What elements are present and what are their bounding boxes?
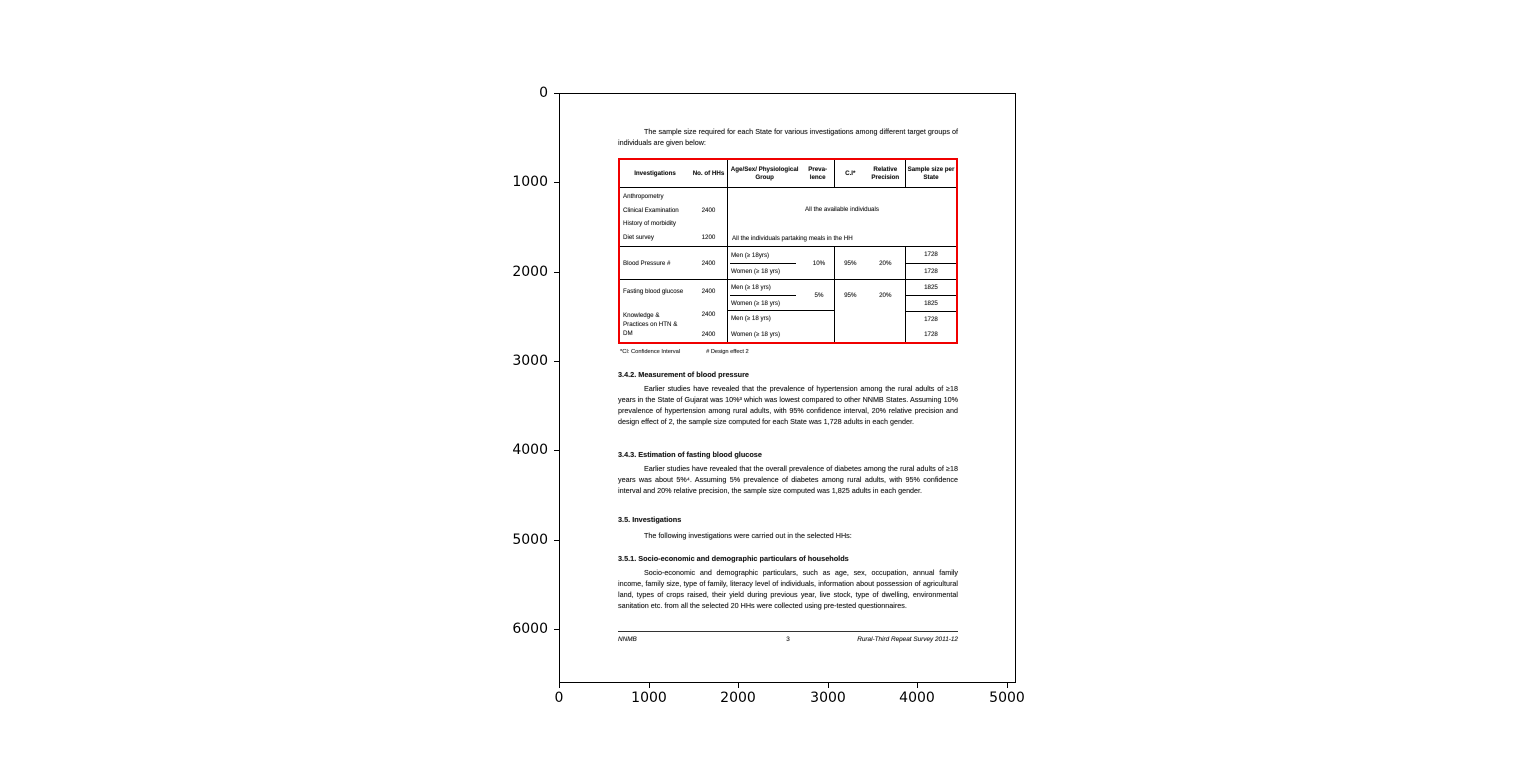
section-body-3-5-1: Socio-economic and demographic particulars, such as age, sex, occupation, annual family income, family size, type of family, literacy level of individuals, information about possession of agricultural land, types of crops raised, their yield during previous year, live stock, type of dwelling, environmental sanitation etc. from all the selected 20 HHs were collected using pre-tested questionnaires. [618,568,958,610]
y-tick-label: 6000 [512,621,548,637]
table-section-glucose-knowledge [620,280,956,342]
section-heading-3-4-2: 3.4.2. Measurement of blood pressure [618,370,749,379]
precision-value: 20% [879,259,892,267]
footer-page-number: 3 [786,636,790,643]
group-men: Men (≥ 18yrs) [731,251,770,259]
table-header-row [620,160,956,188]
x-tick-label: 1000 [631,690,667,706]
section-body-3-4-2: Earlier studies have revealed that the prevalence of hypertension among the rural adults of ≥18 years in the State of Gujarat was 10%³ which was lowest compared to other NNMB States. Assuming 10% prevalence of hypertension among rural adults, with 95% confidence interval, 20% relative precision and design effect of 2, the sample size computed for each State was 1,728 adults in each gender. [618,384,958,426]
hhs-value [690,193,727,200]
header-no-of-hhs: No. of HHs [692,169,725,177]
header-sample-size: Sample size per State [907,166,955,181]
x-tick-label: 5000 [989,690,1025,706]
y-tick-label: 4000 [512,442,548,458]
group-men: Men (≥ 18 yrs) [731,284,771,292]
document-page [618,94,958,684]
x-tick-mark [559,683,560,688]
sample-size-value: 1728 [924,267,938,275]
y-tick-label: 5000 [512,532,548,548]
x-tick-label: 0 [554,690,564,706]
prevalence-value: 5% [814,291,824,299]
table-divider [730,263,796,264]
hhs-value: 1200 [701,233,716,241]
footer-survey-title: Rural-Third Repeat Survey 2011-12 [857,636,958,643]
sample-size-value: 1728 [906,247,956,264]
section-heading-3-4-3: 3.4.3. Estimation of fasting blood glucose [618,450,762,459]
table-row [620,207,727,214]
merged-cell-all-individuals: All the available individuals [805,206,879,213]
investigation-label: Clinical Examination [623,206,679,214]
y-tick-label: 3000 [512,353,548,369]
y-tick-label: 2000 [512,264,548,280]
prevalence-value: 10% [812,259,826,267]
investigation-label: Fasting blood glucose [623,288,684,295]
hhs-value: 2400 [701,206,716,214]
header-ci: C.I* [845,169,856,177]
header-age-group: Age/Sex/ Physiological Group [730,166,799,181]
page-footer [618,631,958,643]
table-row [620,193,727,200]
section-body-3-5: The following investigations were carried out in the selected HHs: [644,531,852,540]
x-tick-label: 3000 [810,690,846,706]
y-tick-label: 0 [539,85,548,101]
ci-value: 95% [844,291,857,299]
hhs-value: 2400 [701,331,716,338]
investigation-label: Knowledge & Practices on HTN & DM [623,312,678,337]
header-precision: Relative Precision [871,166,900,181]
merged-cell-diet: All the individuals partaking meals in the HH [732,235,853,242]
table-divider [728,310,835,311]
ci-value: 95% [844,259,857,267]
sample-size-table [618,158,958,344]
group-women: Women (≥ 18 yrs) [731,299,781,307]
x-tick-mark [1007,683,1008,688]
footnote-ci: *CI: Confidence Interval [620,349,681,355]
section-heading-3-5: 3.5. Investigations [618,515,682,524]
table-divider [730,295,796,296]
plot-area [559,93,1016,683]
group-women: Women (≥ 18 yrs) [731,330,781,338]
table-row [620,220,727,227]
y-tick-label: 1000 [512,174,548,190]
hhs-value [690,220,727,227]
footer-report-name: NNMB [618,636,637,643]
table-section-blood-pressure [620,247,956,280]
sample-size-value: 1825 [906,296,956,312]
investigation-label: Diet survey [623,233,654,241]
hhs-value: 2400 [701,311,716,318]
section-heading-3-5-1: 3.5.1. Socio-economic and demographic particulars of households [618,554,849,563]
footnote-design-effect: # Design effect 2 [706,349,749,355]
sample-size-value: 1728 [924,316,938,323]
sample-size-value: 1825 [906,280,956,296]
hhs-value: 2400 [701,288,716,295]
sample-size-value: 1728 [924,331,938,338]
section-body-3-4-3: Earlier studies have revealed that the overall prevalence of diabetes among the rural adults of ≥18 years was about 5%⁴. Assuming 5% prevalence of diabetes among rural adults, with 95% confidence interval and 20% relative precision, the sample size computed was 1,825 adults in each gender. [618,464,958,495]
hhs-value: 2400 [701,259,716,267]
table-row [620,234,727,241]
investigation-label: Blood Pressure # [623,259,671,267]
table-section-anthropometry [620,188,956,247]
x-tick-label: 2000 [720,690,756,706]
intro-paragraph: The sample size required for each State for various investigations among different target groups of individuals are given below: [618,127,958,147]
group-men: Men (≥ 18 yrs) [731,315,771,323]
table-footnote [620,349,775,355]
header-prevalence: Preva- lence [808,166,828,181]
group-women: Women (≥ 18 yrs) [731,267,781,275]
header-investigations: Investigations [634,169,676,177]
x-tick-label: 4000 [899,690,935,706]
precision-value: 20% [879,291,892,299]
investigation-label: Anthropometry [623,193,664,201]
investigation-label: History of morbidity [623,220,676,228]
